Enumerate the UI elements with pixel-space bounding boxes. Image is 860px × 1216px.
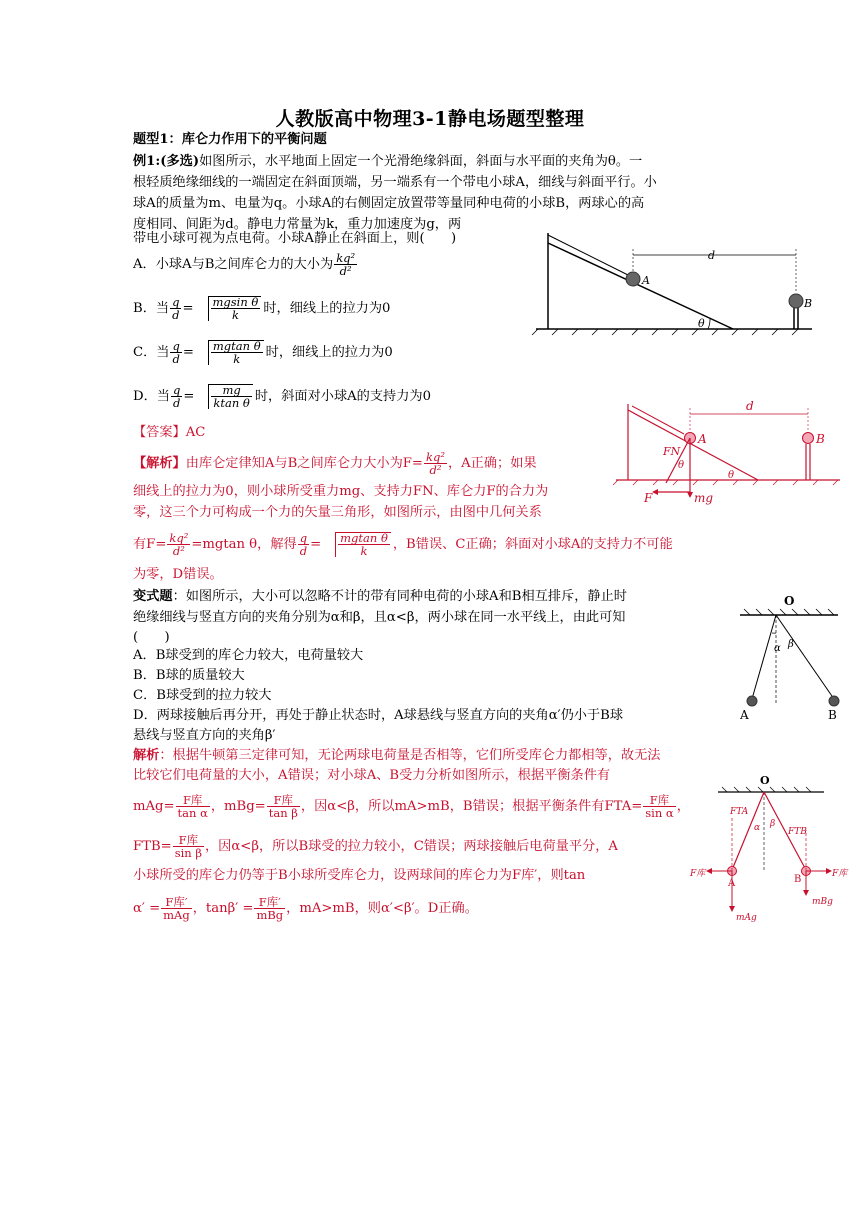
fig2-label-a: A <box>698 432 707 446</box>
variant-text-1: ：如图所示，大小可以忽略不计的带有同种电荷的小球A和B相互排斥，静止时 <box>172 589 627 604</box>
va6-1: α′ = <box>133 901 161 916</box>
va6-2: ，tanβ′ = <box>192 901 254 916</box>
analysis-label: 【解析】 <box>133 456 186 471</box>
option-d-rden: ktan θ <box>213 396 250 410</box>
analysis-4-a: 有F= <box>133 537 167 552</box>
option-b-rden: k <box>231 308 239 322</box>
variant-analysis-3 <box>133 794 690 819</box>
va6-frac2 <box>254 896 285 921</box>
fig1-label-theta: θ <box>698 317 705 330</box>
va3-f3d: sin α <box>645 806 674 820</box>
option-b-qd <box>170 296 181 321</box>
va3-f3n: F库 <box>643 794 675 807</box>
va4-frac <box>173 834 204 859</box>
variant-analysis-4 <box>133 834 618 859</box>
fig4-label-fta: FTA <box>730 807 749 817</box>
va3-frac1 <box>176 794 210 819</box>
analysis-4-rnum: mgtan θ <box>340 531 388 545</box>
va4-2: ，因α<β，所以B球受的拉力较小，C错误；两球接触后电荷量平分，A <box>204 839 618 854</box>
va4-fn: F库 <box>173 834 204 847</box>
analysis-line-4 <box>133 532 673 557</box>
fig4-label-f-right: F库 <box>832 869 848 879</box>
va6-f1n: F库′ <box>161 896 192 909</box>
va3-1: mAg= <box>133 799 175 814</box>
analysis-1-pre: 由库仑定律知A与B之间库仑力大小为F= <box>185 456 423 471</box>
analysis-1-frac <box>424 451 447 476</box>
va3-f2n: F库 <box>267 794 300 807</box>
va6-f1d: mAg <box>163 908 190 922</box>
option-c-eq: = <box>182 345 194 360</box>
va3-2: ，mBg= <box>210 799 266 814</box>
va6-frac1 <box>161 896 192 921</box>
option-d-post: 时，斜面对小球A的支持力为0 <box>254 389 431 404</box>
va3-f1n: F库 <box>176 794 210 807</box>
fig2-label-d: d <box>746 399 754 413</box>
va3-frac3 <box>643 794 675 819</box>
example1-line-4: 度相同、间距为d。静电力常量为k，重力加速度为g，两 <box>133 217 462 232</box>
option-d-eq: = <box>183 389 195 404</box>
fig3-label-alpha: α <box>774 643 781 654</box>
fig2-label-b: B <box>816 432 825 446</box>
analysis-4-qd <box>298 532 309 557</box>
option-b-eq: = <box>182 301 194 316</box>
variant-analysis-1 <box>133 746 661 766</box>
fig1-label-b: B <box>804 297 813 310</box>
example1-text: 如图所示，水平地面上固定一个光滑绝缘斜面，斜面与水平面的夹角为θ。一 <box>199 154 643 169</box>
fig3-label-a: A <box>740 708 749 722</box>
fig4-label-beta: β <box>770 819 776 829</box>
option-d-d: d <box>172 396 181 410</box>
variant-label: 变式题 <box>133 589 173 604</box>
example1-line-2: 根轻质绝缘细线的一端固定在斜面顶端，另一端系有一个带电小球A，细线与斜面平行。小 <box>133 175 657 190</box>
variant-option-d-1: D．两球接触后再分开，再处于静止状态时，A球悬线与竖直方向的夹角α′仍小于B球 <box>133 708 624 723</box>
analysis-4-num1: kq² <box>169 531 189 545</box>
va3-f1d: tan α <box>177 806 208 820</box>
option-c-sqrt <box>196 340 264 365</box>
variant-option-a: A．B球受到的库仑力较大，电荷量较大 <box>133 648 364 663</box>
fig4-label-a: A <box>728 878 736 889</box>
va3-4: ， <box>676 799 690 814</box>
analysis-4-b: =mgtan θ，解得 <box>191 537 297 552</box>
fig2-label-theta-2: θ <box>728 470 735 481</box>
variant-analysis-text-1: ：根据牛顿第三定律可知，无论两球电荷量是否相等，它们所受库仑力都相等，故无法 <box>159 748 661 763</box>
analysis-4-c: ，B错误、C正确；斜面对小球A的支持力不可能 <box>392 537 673 552</box>
variant-option-b: B．B球的质量较大 <box>133 668 245 683</box>
fig2-label-f: F <box>644 491 653 505</box>
fig4-label-ftb: FTB <box>788 827 807 837</box>
option-a-text: A．小球A与B之间库仑力的大小为 <box>133 257 334 272</box>
fig3-label-b: B <box>828 708 837 722</box>
variant-analysis-6 <box>133 896 478 921</box>
page-title: 人教版高中物理3-1静电场题型整理 <box>275 108 585 130</box>
va3-frac2 <box>267 794 300 819</box>
fig3-label-beta: β <box>788 639 794 650</box>
analysis-4-d: d <box>299 544 308 558</box>
option-d-q: q <box>172 383 181 397</box>
option-c-pre: C．当 <box>133 345 170 360</box>
va6-f2d: mBg <box>256 908 284 922</box>
option-b-d: d <box>172 308 180 322</box>
fig2-label-mg: mg <box>694 491 714 505</box>
option-a <box>133 252 358 277</box>
option-c-post: 时，细线上的拉力为0 <box>265 345 393 360</box>
analysis-1-den: d² <box>429 463 442 477</box>
variant-option-c: C．B球受到的拉力较大 <box>133 688 272 703</box>
example1-label: 例1:(多选) <box>133 154 200 169</box>
analysis-1-post: ，A正确；如果 <box>447 456 537 471</box>
option-d-rnum: mg <box>211 384 251 397</box>
incline-force-figure <box>608 398 848 510</box>
fig2-label-fn: FN <box>663 445 681 458</box>
variant-line-2: 绝缘细线与竖直方向的夹角分别为α和β，且α<β，两小球在同一水平线上，由此可知 <box>133 610 626 625</box>
option-b-rnum: mgsin θ <box>212 295 259 309</box>
option-c-qd <box>170 340 181 365</box>
option-b-sqrt <box>196 296 262 321</box>
fig4-label-mag: mAg <box>736 913 757 923</box>
option-b-q: q <box>172 295 180 309</box>
option-c-d: d <box>172 352 180 366</box>
analysis-1-num: kq² <box>425 450 445 464</box>
example1-line-1 <box>133 152 642 172</box>
variant-line-3: ( ) <box>133 630 170 645</box>
example1-line-3: 球A的质量为m、电量为q。小球A的右侧固定放置带等量同种电荷的小球B，两球心的高 <box>133 196 645 211</box>
va6-f2n: F库′ <box>254 896 285 909</box>
fig4-label-alpha: α <box>754 823 761 833</box>
option-d-qd <box>171 384 182 409</box>
va3-3: ，因α<β，所以mA>mB，B错误；根据平衡条件有FTA= <box>300 799 643 814</box>
example1-line-5: 带电小球可视为点电荷。小球A静止在斜面上，则( ) <box>133 231 457 246</box>
analysis-4-den1: d² <box>172 544 185 558</box>
hanging-balls-figure <box>730 593 850 723</box>
option-d <box>133 384 431 409</box>
incline-figure <box>528 225 818 337</box>
section-heading: 题型1：库仑力作用下的平衡问题 <box>133 132 327 147</box>
analysis-line-1 <box>133 451 537 476</box>
variant-analysis-5: 小球所受的库仑力仍等于B小球所受库仑力，设两球间的库仑力为F库′，则tan <box>133 868 586 883</box>
option-c-rden: k <box>233 352 241 366</box>
analysis-4-rden: k <box>360 544 368 558</box>
option-a-num: kq² <box>336 251 356 265</box>
fig4-label-b: B <box>794 874 802 885</box>
fig4-label-mbg: mBg <box>812 897 833 907</box>
variant-line-1 <box>133 587 627 607</box>
va4-fd: sin β <box>174 846 202 860</box>
option-b-post: 时，细线上的拉力为0 <box>263 301 391 316</box>
fig3-label-o: O <box>784 594 795 608</box>
va6-3: ，mA>mB，则α′<β′。D正确。 <box>286 901 478 916</box>
fig2-label-theta-1: θ <box>678 460 685 471</box>
analysis-4-sqrt <box>323 532 391 557</box>
option-c-q: q <box>172 339 180 353</box>
analysis-line-5: 为零，D错误。 <box>133 567 223 582</box>
option-d-pre: D．当 <box>133 389 170 404</box>
option-b-pre: B．当 <box>133 301 170 316</box>
option-a-den: d² <box>339 264 352 278</box>
option-c <box>133 340 393 365</box>
va4-1: FTB= <box>133 839 172 854</box>
analysis-line-2: 细线上的拉力为0，则小球所受重力mg、支持力FN、库仑力F的合力为 <box>133 484 549 499</box>
analysis-line-3: 零，这三个力可构成一个力的矢量三角形，如图所示，由图中几何关系 <box>133 505 542 520</box>
option-d-sqrt <box>196 384 252 409</box>
variant-analysis-label: 解析 <box>133 748 160 763</box>
fig4-label-f-left: F库 <box>690 869 706 879</box>
analysis-4-frac1 <box>167 532 190 557</box>
fig4-label-o: O <box>760 774 770 787</box>
fig1-label-a: A <box>642 274 650 287</box>
option-b <box>133 296 390 321</box>
option-c-rnum: mgtan θ <box>212 339 261 353</box>
variant-analysis-2: 比较它们电荷量的大小，A错误；对小球A、B受力分析如图所示，根据平衡条件有 <box>133 768 611 783</box>
hanging-force-figure <box>688 770 854 928</box>
answer: 【答案】AC <box>133 425 206 440</box>
option-a-fraction <box>334 252 357 277</box>
variant-option-d-2: 悬线与竖直方向的夹角β′ <box>133 728 276 743</box>
va3-f2d: tan β <box>268 806 298 820</box>
analysis-4-q: q <box>299 531 308 545</box>
fig1-label-d: d <box>708 249 716 262</box>
analysis-4-eq: = <box>310 537 322 552</box>
